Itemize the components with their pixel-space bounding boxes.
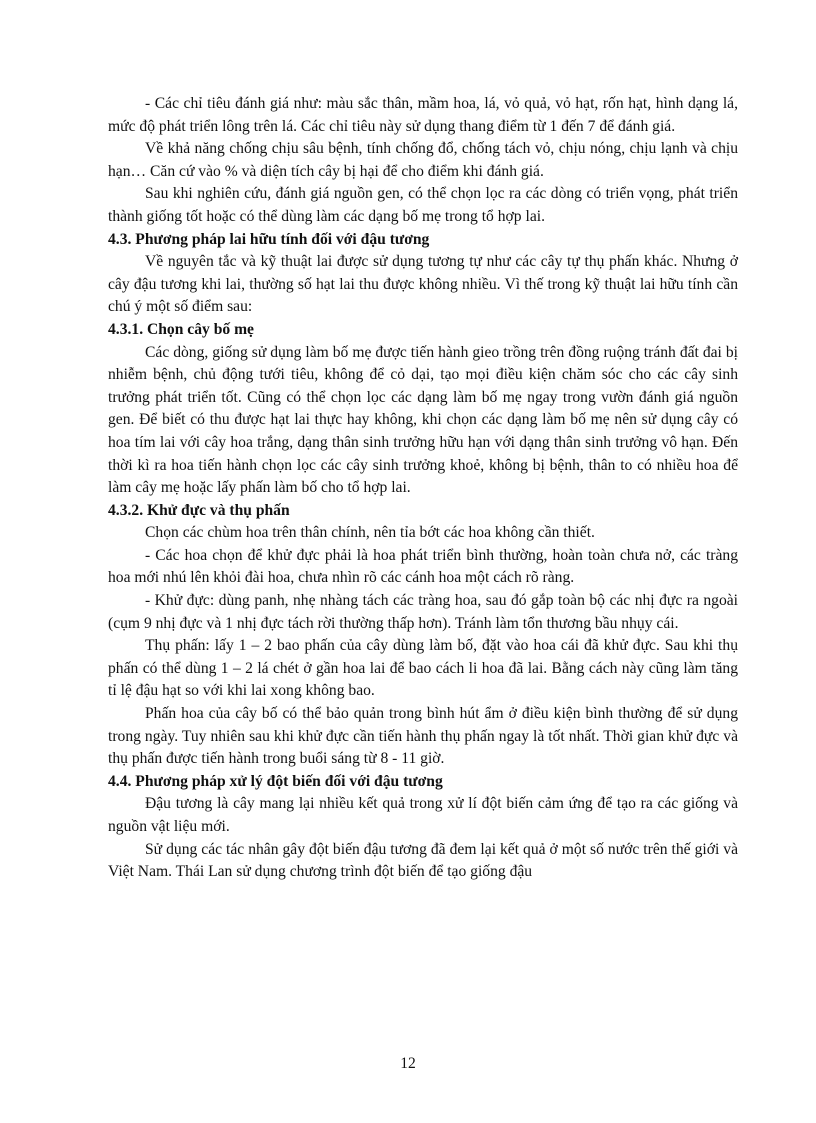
paragraph: Sử dụng các tác nhân gây đột biến đậu tương đã đem lại kết quả ở một số nước trên thế giới và Việt Nam. Thái Lan sử dụng chương trình đột biến để tạo giống đậu	[108, 840, 738, 881]
paragraph: Sau khi nghiên cứu, đánh giá nguồn gen, có thể chọn lọc ra các dòng có triển vọng, phát triển thành giống tốt hoặc có thể dùng làm các dạng bố mẹ trong tổ hợp lai.	[108, 185, 738, 225]
paragraph: Chọn các chùm hoa trên thân chính, nên tỉa bớt các hoa không cần thiết.	[145, 524, 595, 542]
paragraph: - Các chỉ tiêu đánh giá như: màu sắc thân, mầm hoa, lá, vỏ quả, vỏ hạt, rốn hạt, hình dạng lá, mức độ phát triển lông trên lá. Các chỉ tiêu này sử dụng thang điểm từ 1 đến 7 để đánh giá.	[108, 95, 738, 135]
paragraph: Các dòng, giống sử dụng làm bố mẹ được tiến hành gieo trồng trên đồng ruộng tránh đất đai bị nhiễm bệnh, chủ động tưới tiêu, không để cỏ dại, tạo mọi điều kiện chăm sóc cho các cây sinh trưởng phát triển tốt. Cũng có thể chọn lọc các dạng làm bố mẹ ngay trong vườn đánh giá nguồn gen. Để biết có thu được hạt lai thực hay không, khi chọn các dạng làm bố mẹ nên sử dụng cây có hoa tím lai với cây hoa trắng, dạng thân sinh trưởng hữu hạn với dạng thân sinh trưởng vô hạn. Đến thời kì ra hoa tiến hành chọn lọc các cây sinh trưởng khoẻ, không bị bệnh, thân to có nhiều hoa để làm cây mẹ hoặc lấy phấn làm bố cho tổ hợp lai.	[108, 343, 738, 497]
paragraph: Về nguyên tắc và kỹ thuật lai được sử dụng tương tự như các cây tự thụ phấn khác. Nhưng ở cây đậu tương khi lai, thường số hạt lai thu được không nhiều. Vì thế trong kỹ thuật lai hữu tính cần chú ý một số điểm sau:	[108, 253, 738, 316]
document-page	[108, 93, 738, 884]
paragraph: Phấn hoa của cây bố có thể bảo quản trong bình hút ẩm ở điều kiện bình thường để sử dụng trong ngày. Tuy nhiên sau khi khử đực cần tiến hành thụ phấn ngay là tốt nhất. Thời gian khử đực và thụ phấn được tiến hành trong buổi sáng từ 8 - 11 giờ.	[108, 705, 738, 768]
paragraph: - Khử đực: dùng panh, nhẹ nhàng tách các tràng hoa, sau đó gắp toàn bộ các nhị đực ra ngoài (cụm 9 nhị đực và 1 nhị đực tách rời thường thấp hơn). Tránh làm tổn thương bầu nhụy cái.	[108, 592, 738, 632]
section-heading-4-4: 4.4. Phương pháp xử lý đột biến đối với đậu tương	[108, 772, 443, 790]
section-heading-4-3-1: 4.3.1. Chọn cây bố mẹ	[108, 320, 254, 338]
paragraph: Đậu tương là cây mang lại nhiều kết quả trong xử lí đột biến cảm ứng để tạo ra các giống và nguồn vật liệu mới.	[108, 795, 738, 835]
paragraph: Thụ phấn: lấy 1 – 2 bao phấn của cây dùng làm bố, đặt vào hoa cái đã khử đực. Sau khi thụ phấn có thể dùng 1 – 2 lá chét ở gần hoa lai để bao cách li hoa đã lai. Bằng cách này cũng làm tăng tỉ lệ đậu hạt so với khi lai xong không bao.	[108, 637, 738, 700]
section-heading-4-3-2: 4.3.2. Khử đực và thụ phấn	[108, 501, 290, 519]
page-number: 12	[400, 1055, 416, 1072]
paragraph: - Các hoa chọn để khử đực phải là hoa phát triển bình thường, hoàn toàn chưa nở, các tràng hoa mới nhú lên khỏi đài hoa, chưa nhìn rõ các cánh hoa một cách rõ ràng.	[108, 546, 738, 587]
section-heading-4-3: 4.3. Phương pháp lai hữu tính đối với đậu tương	[108, 230, 430, 248]
paragraph: Về khả năng chống chịu sâu bệnh, tính chống đổ, chống tách vỏ, chịu nóng, chịu lạnh và chịu hạn… Căn cứ vào % và diện tích cây bị hại để cho điểm khi đánh giá.	[108, 140, 738, 180]
